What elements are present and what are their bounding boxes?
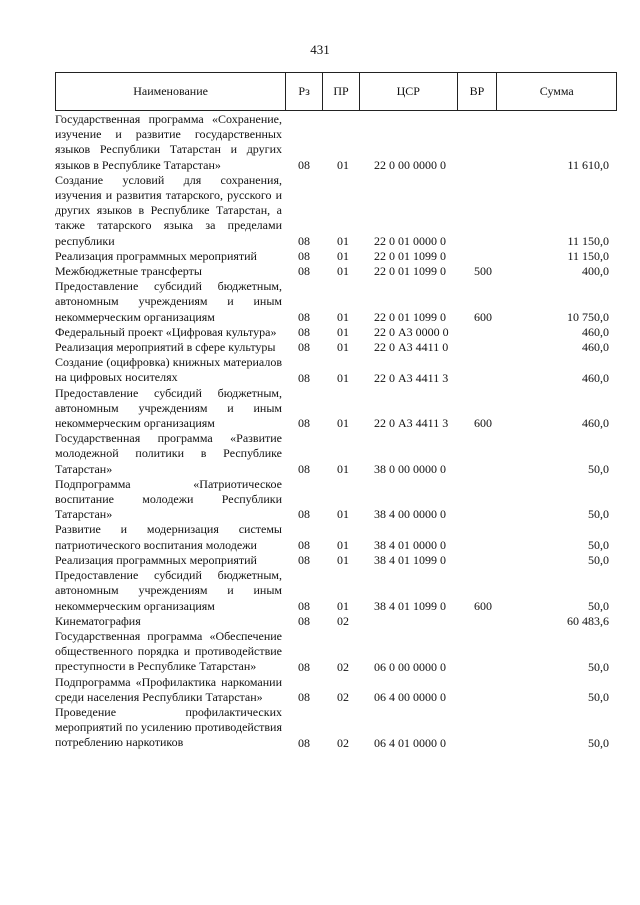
row-name: Создание (оцифровка) книжных материалов на цифровых носителях bbox=[55, 355, 282, 385]
row-vr: 500 bbox=[474, 264, 492, 279]
page-number: 431 bbox=[310, 42, 330, 57]
column-header-vr: ВР bbox=[458, 73, 498, 110]
row-name: Проведение профилактических мероприятий по усилению противодействия потреблению наркотиков bbox=[55, 704, 282, 750]
table-row bbox=[55, 477, 617, 523]
row-csr: 22 0 А3 4411 3 bbox=[374, 370, 449, 385]
row-codes bbox=[55, 264, 617, 279]
row-name: Развитие и модернизация системы патриотического воспитания молодежи bbox=[55, 522, 282, 552]
table-row bbox=[55, 629, 617, 675]
row-codes bbox=[55, 310, 617, 325]
row-name: Подпрограмма «Профилактика наркомании среди населения Республики Татарстан» bbox=[55, 674, 282, 704]
table-row bbox=[55, 173, 617, 249]
row-sum: 50,0 bbox=[588, 537, 609, 552]
row-sum: 50,0 bbox=[588, 735, 609, 750]
row-codes bbox=[55, 553, 617, 568]
table-row bbox=[55, 522, 617, 552]
row-sum: 400,0 bbox=[582, 264, 609, 279]
row-sum: 50,0 bbox=[588, 598, 609, 613]
row-codes bbox=[55, 538, 617, 553]
row-csr: 38 4 01 0000 0 bbox=[374, 537, 446, 552]
row-sum: 50,0 bbox=[588, 507, 609, 522]
column-header-sum: Сумма bbox=[539, 84, 574, 98]
row-csr: 06 4 01 0000 0 bbox=[374, 735, 446, 750]
row-csr: 38 0 00 0000 0 bbox=[374, 461, 446, 476]
row-rz: 08 bbox=[298, 370, 310, 385]
row-name: Предоставление субсидий бюджетным, автономным учреждениям и иным некоммерческим организациям bbox=[55, 279, 282, 324]
row-pr: 01 bbox=[337, 537, 349, 552]
row-codes bbox=[55, 507, 617, 522]
row-pr: 01 bbox=[337, 340, 349, 355]
row-name: Предоставление субсидий бюджетным, автономным учреждениям и иным некоммерческим организациям bbox=[55, 568, 282, 613]
table-row bbox=[55, 279, 617, 325]
table-row bbox=[55, 340, 617, 355]
row-csr: 38 4 01 1099 0 bbox=[374, 598, 446, 613]
row-codes bbox=[55, 234, 617, 249]
row-name: Кинематография bbox=[55, 613, 141, 628]
row-csr: 06 0 00 0000 0 bbox=[374, 659, 446, 674]
row-pr: 01 bbox=[337, 370, 349, 385]
row-codes bbox=[55, 599, 617, 614]
row-pr: 01 bbox=[337, 157, 349, 172]
row-rz: 08 bbox=[298, 553, 310, 568]
row-codes bbox=[55, 462, 617, 477]
column-header-name: Наименование bbox=[56, 73, 286, 110]
row-name: Государственная программа «Обеспечение общественного порядка и противодействие преступности в Республике Татарстан» bbox=[55, 628, 282, 674]
row-name: Государственная программа «Развитие молодежной политики в Республике Татарстан» bbox=[55, 431, 282, 476]
row-pr: 01 bbox=[337, 416, 349, 431]
table-row bbox=[55, 431, 617, 477]
row-rz: 08 bbox=[298, 416, 310, 431]
row-csr: 38 4 00 0000 0 bbox=[374, 507, 446, 522]
row-vr: 600 bbox=[474, 309, 492, 324]
row-csr: 22 0 01 1099 0 bbox=[374, 264, 446, 279]
row-rz: 08 bbox=[298, 461, 310, 476]
row-pr: 02 bbox=[337, 613, 349, 628]
row-sum: 50,0 bbox=[588, 689, 609, 704]
row-csr: 22 0 А3 4411 0 bbox=[374, 340, 449, 355]
row-pr: 02 bbox=[337, 689, 349, 704]
table-row bbox=[55, 325, 617, 340]
row-rz: 08 bbox=[298, 340, 310, 355]
table-row bbox=[55, 386, 617, 432]
row-pr: 01 bbox=[337, 325, 349, 340]
row-vr: 600 bbox=[474, 416, 492, 431]
table-row bbox=[55, 264, 617, 279]
column-header-csr: ЦСР bbox=[360, 73, 458, 110]
column-header-pr: ПР bbox=[323, 73, 360, 110]
row-csr: 22 0 01 0000 0 bbox=[374, 233, 446, 248]
row-rz: 08 bbox=[298, 157, 310, 172]
row-sum: 11 610,0 bbox=[567, 157, 609, 172]
row-rz: 08 bbox=[298, 325, 310, 340]
row-sum: 460,0 bbox=[582, 325, 609, 340]
row-name: Реализация мероприятий в сфере культуры bbox=[55, 340, 276, 355]
row-pr: 01 bbox=[337, 249, 349, 264]
row-rz: 08 bbox=[298, 598, 310, 613]
row-rz: 08 bbox=[298, 659, 310, 674]
row-name: Создание условий для сохранения, изучения и развития татарского, русского и других языков в Республике Татарстан, а также татарского языка за пределами республики bbox=[55, 172, 282, 248]
row-pr: 01 bbox=[337, 264, 349, 279]
row-name: Федеральный проект «Цифровая культура» bbox=[55, 324, 277, 339]
table-row bbox=[55, 355, 617, 385]
table-header bbox=[55, 72, 617, 111]
row-pr: 02 bbox=[337, 735, 349, 750]
row-rz: 08 bbox=[298, 689, 310, 704]
row-codes bbox=[55, 371, 617, 386]
row-codes bbox=[55, 340, 617, 355]
row-pr: 02 bbox=[337, 659, 349, 674]
row-vr: 600 bbox=[474, 598, 492, 613]
row-name: Реализация программных мероприятий bbox=[55, 552, 257, 567]
row-codes bbox=[55, 660, 617, 675]
row-csr: 22 0 А3 0000 0 bbox=[374, 325, 449, 340]
row-sum: 10 750,0 bbox=[567, 309, 609, 324]
row-pr: 01 bbox=[337, 233, 349, 248]
row-rz: 08 bbox=[298, 309, 310, 324]
row-sum: 50,0 bbox=[588, 553, 609, 568]
row-sum: 11 150,0 bbox=[567, 233, 609, 248]
row-codes bbox=[55, 325, 617, 340]
table-row bbox=[55, 568, 617, 614]
row-name: Государственная программа «Сохранение, изучение и развитие государственных языков Республики Татарстан и других языков в Республике Татарстан» bbox=[55, 112, 282, 172]
row-rz: 08 bbox=[298, 613, 310, 628]
row-sum: 50,0 bbox=[588, 659, 609, 674]
row-rz: 08 bbox=[298, 233, 310, 248]
row-sum: 60 483,6 bbox=[567, 613, 609, 628]
row-sum: 11 150,0 bbox=[567, 249, 609, 264]
table-body bbox=[55, 112, 617, 751]
row-name: Межбюджетные трансферты bbox=[55, 264, 202, 279]
row-pr: 01 bbox=[337, 553, 349, 568]
table-row bbox=[55, 112, 617, 173]
row-sum: 460,0 bbox=[582, 370, 609, 385]
row-rz: 08 bbox=[298, 249, 310, 264]
row-csr: 22 0 00 0000 0 bbox=[374, 157, 446, 172]
row-codes bbox=[55, 158, 617, 173]
row-sum: 460,0 bbox=[582, 416, 609, 431]
table-row bbox=[55, 675, 617, 705]
row-name: Реализация программных мероприятий bbox=[55, 248, 257, 263]
row-rz: 08 bbox=[298, 735, 310, 750]
row-codes bbox=[55, 736, 617, 751]
row-csr: 38 4 01 1099 0 bbox=[374, 553, 446, 568]
table-row bbox=[55, 553, 617, 568]
row-csr: 22 0 01 1099 0 bbox=[374, 249, 446, 264]
row-name: Подпрограмма «Патриотическое воспитание молодежи Республики Татарстан» bbox=[55, 476, 282, 522]
row-rz: 08 bbox=[298, 264, 310, 279]
row-csr: 06 4 00 0000 0 bbox=[374, 689, 446, 704]
table-row bbox=[55, 249, 617, 264]
row-csr: 22 0 01 1099 0 bbox=[374, 309, 446, 324]
row-codes bbox=[55, 614, 617, 629]
row-pr: 01 bbox=[337, 598, 349, 613]
row-name: Предоставление субсидий бюджетным, автономным учреждениям и иным некоммерческим организациям bbox=[55, 385, 282, 431]
row-codes bbox=[55, 249, 617, 264]
table-row bbox=[55, 614, 617, 629]
row-codes bbox=[55, 416, 617, 431]
row-pr: 01 bbox=[337, 461, 349, 476]
table-row bbox=[55, 705, 617, 751]
row-csr: 22 0 А3 4411 3 bbox=[374, 416, 449, 431]
row-rz: 08 bbox=[298, 537, 310, 552]
row-sum: 460,0 bbox=[582, 340, 609, 355]
row-pr: 01 bbox=[337, 309, 349, 324]
row-codes bbox=[55, 690, 617, 705]
row-pr: 01 bbox=[337, 507, 349, 522]
row-sum: 50,0 bbox=[588, 461, 609, 476]
row-rz: 08 bbox=[298, 507, 310, 522]
column-header-rz: Рз bbox=[286, 73, 323, 110]
